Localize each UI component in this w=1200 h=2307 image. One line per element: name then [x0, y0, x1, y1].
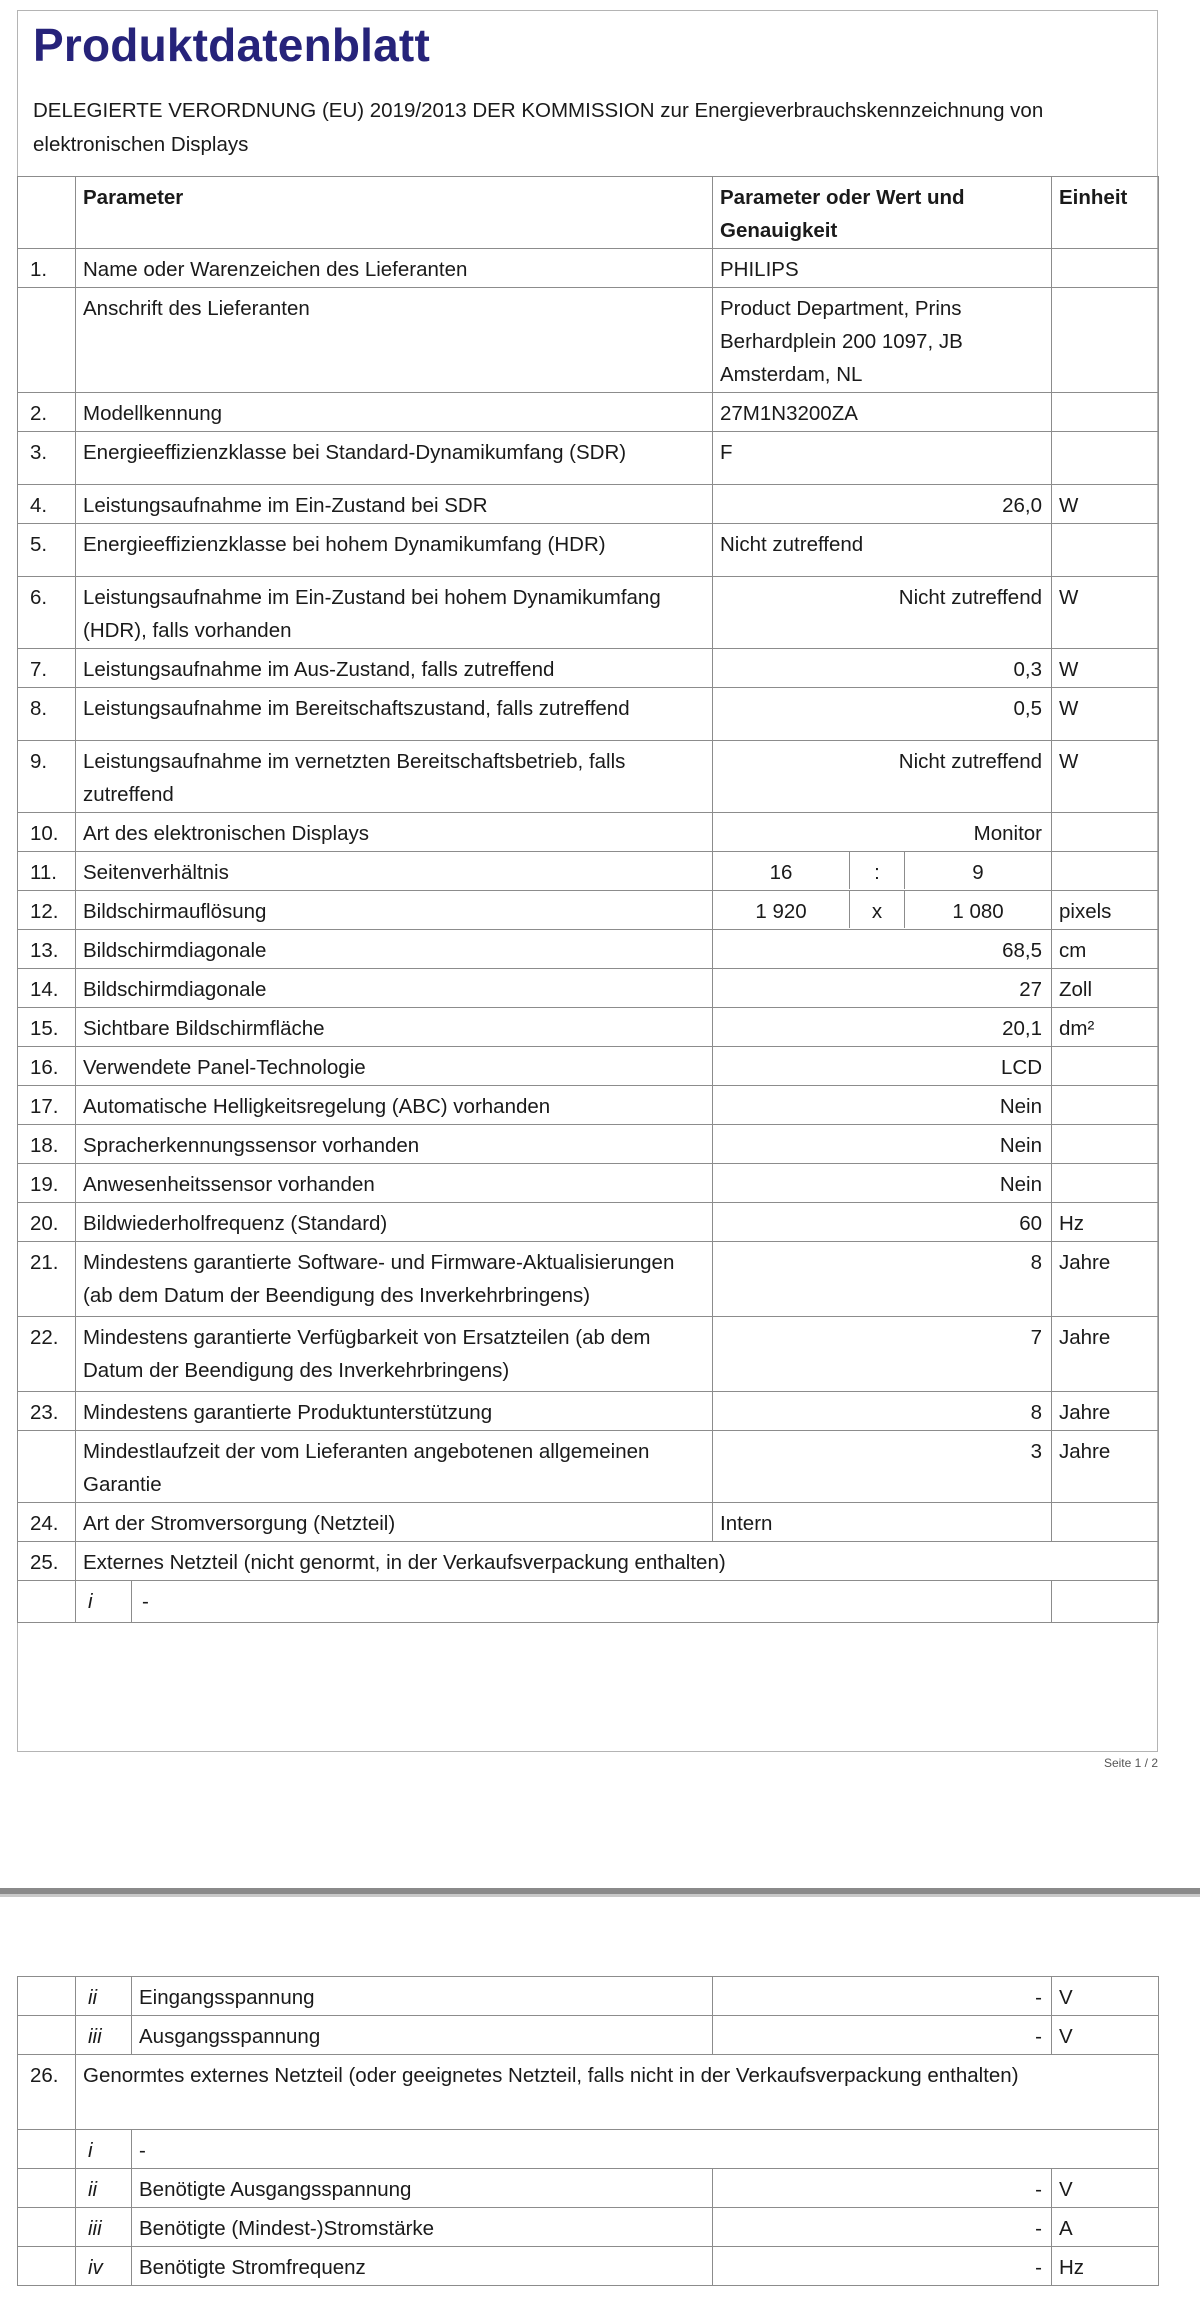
row-number-empty	[18, 2169, 76, 2208]
value-cell: Nein	[713, 1086, 1052, 1125]
unit-cell: Jahre	[1052, 1317, 1159, 1392]
table-row	[18, 1977, 1159, 2016]
parameter-cell: Sichtbare Bildschirmfläche	[76, 1008, 713, 1047]
unit-cell	[1052, 249, 1159, 288]
parameter-cell: Eingangsspannung	[132, 1977, 713, 2016]
value-part-sep: :	[850, 852, 905, 889]
value-cell: -	[713, 2169, 1052, 2208]
parameter-cell: Bildschirmauflösung	[76, 891, 713, 930]
unit-cell: W	[1052, 741, 1159, 813]
value-split	[713, 852, 1051, 889]
product-data-table-page2	[17, 1976, 1159, 2286]
value-cell: 20,1	[713, 1008, 1052, 1047]
parameter-cell: Spracherkennungssensor vorhanden	[76, 1125, 713, 1164]
table-row	[18, 852, 1159, 891]
header-value: Parameter oder Wert und Genauigkeit	[713, 177, 1052, 249]
value-cell: -	[713, 1977, 1052, 2016]
value-cell: 3	[713, 1431, 1052, 1503]
row-number: 18.	[18, 1125, 76, 1164]
table-row	[18, 1242, 1159, 1317]
parameter-cell: Leistungsaufnahme im Ein-Zustand bei SDR	[76, 485, 713, 524]
sub-index: iv	[76, 2247, 132, 2286]
page-number: Seite 1 / 2	[1103, 1756, 1158, 1770]
value-cell: 8	[713, 1242, 1052, 1317]
unit-cell: Hz	[1052, 2247, 1159, 2286]
row-number: 7.	[18, 649, 76, 688]
row-number: 14.	[18, 969, 76, 1008]
value-cell: 60	[713, 1203, 1052, 1242]
table-row	[18, 1047, 1159, 1086]
table-row	[18, 1203, 1159, 1242]
table-row	[18, 1392, 1159, 1431]
row-number: 23.	[18, 1392, 76, 1431]
value-cell: F	[713, 432, 1052, 485]
row-number: 5.	[18, 524, 76, 577]
parameter-cell: Anwesenheitssensor vorhanden	[76, 1164, 713, 1203]
row-number: 26.	[18, 2055, 76, 2130]
parameter-cell: Bildwiederholfrequenz (Standard)	[76, 1203, 713, 1242]
unit-cell: Jahre	[1052, 1242, 1159, 1317]
parameter-cell: Leistungsaufnahme im vernetzten Bereitschaftsbetrieb, falls zutreffend	[76, 741, 713, 813]
row-number: 12.	[18, 891, 76, 930]
parameter-cell: Bildschirmdiagonale	[76, 930, 713, 969]
value-split	[713, 891, 1051, 928]
value-part-a: 16	[713, 852, 850, 889]
row-number: 6.	[18, 577, 76, 649]
header-parameter: Parameter	[76, 177, 713, 249]
parameter-cell: Bildschirmdiagonale	[76, 969, 713, 1008]
row-number: 4.	[18, 485, 76, 524]
table-row	[18, 891, 1159, 930]
value-cell: Nicht zutreffend	[713, 741, 1052, 813]
unit-cell: dm²	[1052, 1008, 1159, 1047]
parameter-cell: Art des elektronischen Displays	[76, 813, 713, 852]
value-split-cell	[713, 891, 1052, 930]
parameter-cell: Benötigte Ausgangsspannung	[132, 2169, 713, 2208]
unit-cell	[1052, 432, 1159, 485]
table-row	[18, 1164, 1159, 1203]
table-row-25-i	[18, 1581, 1159, 1623]
sub-index: i	[76, 1581, 132, 1622]
value-cell: 0,5	[713, 688, 1052, 741]
row-number-empty	[18, 2016, 76, 2055]
unit-cell: Hz	[1052, 1203, 1159, 1242]
sub-text: -	[132, 2130, 1159, 2169]
unit-cell: pixels	[1052, 891, 1159, 930]
value-cell: -	[713, 2016, 1052, 2055]
parameter-cell: Name oder Warenzeichen des Lieferanten	[76, 249, 713, 288]
value-cell: Nicht zutreffend	[713, 524, 1052, 577]
external-psu-heading: Externes Netzteil (nicht genormt, in der Verkaufsverpackung enthalten)	[76, 1542, 1159, 1581]
value-cell: 8	[713, 1392, 1052, 1431]
value-part-sep: x	[850, 891, 905, 928]
table-row	[18, 930, 1159, 969]
sub-i-split	[76, 1581, 1051, 1622]
table-row	[18, 688, 1159, 741]
value-cell: 68,5	[713, 930, 1052, 969]
parameter-cell: Automatische Helligkeitsregelung (ABC) vorhanden	[76, 1086, 713, 1125]
unit-cell	[1052, 852, 1159, 891]
unit-cell: W	[1052, 485, 1159, 524]
table-row	[18, 1086, 1159, 1125]
unit-cell	[1052, 288, 1159, 393]
header-unit: Einheit	[1052, 177, 1159, 249]
table-row	[18, 2169, 1159, 2208]
parameter-cell: Leistungsaufnahme im Aus-Zustand, falls zutreffend	[76, 649, 713, 688]
value-cell: 7	[713, 1317, 1052, 1392]
value-cell: PHILIPS	[713, 249, 1052, 288]
table-row	[18, 432, 1159, 485]
value-split-cell	[713, 852, 1052, 891]
value-cell: 27M1N3200ZA	[713, 393, 1052, 432]
value-cell: 27	[713, 969, 1052, 1008]
parameter-cell: Leistungsaufnahme im Ein-Zustand bei hohem Dynamikumfang (HDR), falls vorhanden	[76, 577, 713, 649]
value-part-b: 9	[972, 861, 984, 884]
parameter-cell: Ausgangsspannung	[132, 2016, 713, 2055]
value-cell: -	[713, 2247, 1052, 2286]
parameter-cell: Art der Stromversorgung (Netzteil)	[76, 1503, 713, 1542]
value-cell: Nein	[713, 1125, 1052, 1164]
row-number: 1.	[18, 249, 76, 288]
table-row	[18, 288, 1159, 393]
unit-cell: cm	[1052, 930, 1159, 969]
sub-index: i	[76, 2130, 132, 2169]
row-number: 19.	[18, 1164, 76, 1203]
standard-psu-heading: Genormtes externes Netzteil (oder geeignetes Netzteil, falls nicht in der Verkaufsverpackung enthalten)	[76, 2055, 1159, 2130]
table-row	[18, 741, 1159, 813]
unit-cell	[1052, 1503, 1159, 1542]
row-number: 13.	[18, 930, 76, 969]
sub-index: iii	[76, 2016, 132, 2055]
unit-cell	[1052, 393, 1159, 432]
row-number-empty	[18, 2130, 76, 2169]
row-number: 8.	[18, 688, 76, 741]
sub-index: ii	[76, 1977, 132, 2016]
sub-index: iii	[76, 2208, 132, 2247]
parameter-cell: Mindestens garantierte Verfügbarkeit von Ersatzteilen (ab dem Datum der Beendigung des Inverkehrbringens)	[76, 1317, 713, 1392]
unit-cell	[1052, 813, 1159, 852]
unit-cell: Jahre	[1052, 1392, 1159, 1431]
row-number	[18, 1431, 76, 1503]
row-number: 11.	[18, 852, 76, 891]
unit-cell	[1052, 1086, 1159, 1125]
unit-cell: V	[1052, 2016, 1159, 2055]
unit-cell	[1052, 524, 1159, 577]
table-row	[18, 2208, 1159, 2247]
row-number: 17.	[18, 1086, 76, 1125]
row-number: 10.	[18, 813, 76, 852]
row-number: 25.	[18, 1542, 76, 1581]
table-row	[18, 2016, 1159, 2055]
unit-cell: A	[1052, 2208, 1159, 2247]
parameter-cell: Anschrift des Lieferanten	[76, 288, 713, 393]
row-number: 9.	[18, 741, 76, 813]
table-row-26	[18, 2055, 1159, 2130]
value-cell: 26,0	[713, 485, 1052, 524]
table-row	[18, 524, 1159, 577]
unit-cell: W	[1052, 577, 1159, 649]
parameter-cell: Mindestlaufzeit der vom Lieferanten angebotenen allgemeinen Garantie	[76, 1431, 713, 1503]
value-cell: LCD	[713, 1047, 1052, 1086]
sub-i-cell	[76, 1581, 1052, 1623]
empty-cell	[1052, 1581, 1159, 1623]
document-subtitle: DELEGIERTE VERORDNUNG (EU) 2019/2013 DER KOMMISSION zur Energieverbrauchskennzeichnung von elektronischen Displays	[33, 99, 1044, 156]
table-row	[18, 969, 1159, 1008]
value-cell: Intern	[713, 1503, 1052, 1542]
table-header-row	[18, 177, 1159, 249]
table-row	[18, 1431, 1159, 1503]
table-row	[18, 1503, 1159, 1542]
table-row	[18, 1125, 1159, 1164]
unit-cell	[1052, 1125, 1159, 1164]
value-part-b: 1 080	[952, 900, 1004, 923]
table-row	[18, 1008, 1159, 1047]
table-row	[18, 2247, 1159, 2286]
table-row	[18, 485, 1159, 524]
unit-cell	[1052, 1047, 1159, 1086]
row-number: 24.	[18, 1503, 76, 1542]
unit-cell: V	[1052, 1977, 1159, 2016]
row-number: 21.	[18, 1242, 76, 1317]
parameter-cell: Leistungsaufnahme im Bereitschaftszustand, falls zutreffend	[76, 688, 713, 741]
unit-cell: Zoll	[1052, 969, 1159, 1008]
value-cell: Nein	[713, 1164, 1052, 1203]
parameter-cell: Energieeffizienzklasse bei Standard-Dynamikumfang (SDR)	[76, 432, 713, 485]
unit-cell: V	[1052, 2169, 1159, 2208]
parameter-cell: Verwendete Panel-Technologie	[76, 1047, 713, 1086]
document-title: Produktdatenblatt	[33, 19, 430, 71]
table-row	[18, 649, 1159, 688]
value-cell: Nicht zutreffend	[713, 577, 1052, 649]
row-number-empty	[18, 2208, 76, 2247]
parameter-cell: Energieeffizienzklasse bei hohem Dynamikumfang (HDR)	[76, 524, 713, 577]
row-number-empty	[18, 2247, 76, 2286]
header-num-cell	[18, 177, 76, 249]
table-row	[18, 1317, 1159, 1392]
table-row	[18, 577, 1159, 649]
parameter-cell: Mindestens garantierte Produktunterstützung	[76, 1392, 713, 1431]
row-number: 22.	[18, 1317, 76, 1392]
page-break-shadow	[0, 1894, 1200, 1897]
value-part-a: 1 920	[713, 891, 850, 928]
value-cell: -	[713, 2208, 1052, 2247]
row-number: 20.	[18, 1203, 76, 1242]
parameter-cell: Benötigte Stromfrequenz	[132, 2247, 713, 2286]
product-data-table	[17, 176, 1159, 1623]
unit-cell: W	[1052, 649, 1159, 688]
row-number-empty	[18, 1581, 76, 1623]
row-number	[18, 288, 76, 393]
parameter-cell: Mindestens garantierte Software- und Firmware-Aktualisierungen (ab dem Datum der Beendigung des Inverkehrbringens)	[76, 1242, 713, 1317]
value-cell: Product Department, Prins Berhardplein 200 1097, JB Amsterdam, NL	[713, 288, 1052, 393]
sub-index: ii	[76, 2169, 132, 2208]
row-number-empty	[18, 1977, 76, 2016]
row-number: 3.	[18, 432, 76, 485]
value-cell: Monitor	[713, 813, 1052, 852]
unit-cell: W	[1052, 688, 1159, 741]
parameter-cell: Seitenverhältnis	[76, 852, 713, 891]
row-number: 15.	[18, 1008, 76, 1047]
row-number: 16.	[18, 1047, 76, 1086]
value-cell: 0,3	[713, 649, 1052, 688]
table-row	[18, 393, 1159, 432]
unit-cell: Jahre	[1052, 1431, 1159, 1503]
table-row-25	[18, 1542, 1159, 1581]
sub-text: -	[142, 1590, 149, 1613]
unit-cell	[1052, 1164, 1159, 1203]
table-row	[18, 249, 1159, 288]
parameter-cell: Benötigte (Mindest-)Stromstärke	[132, 2208, 713, 2247]
parameter-cell: Modellkennung	[76, 393, 713, 432]
row-number: 2.	[18, 393, 76, 432]
table-row-26-i	[18, 2130, 1159, 2169]
table-row	[18, 813, 1159, 852]
